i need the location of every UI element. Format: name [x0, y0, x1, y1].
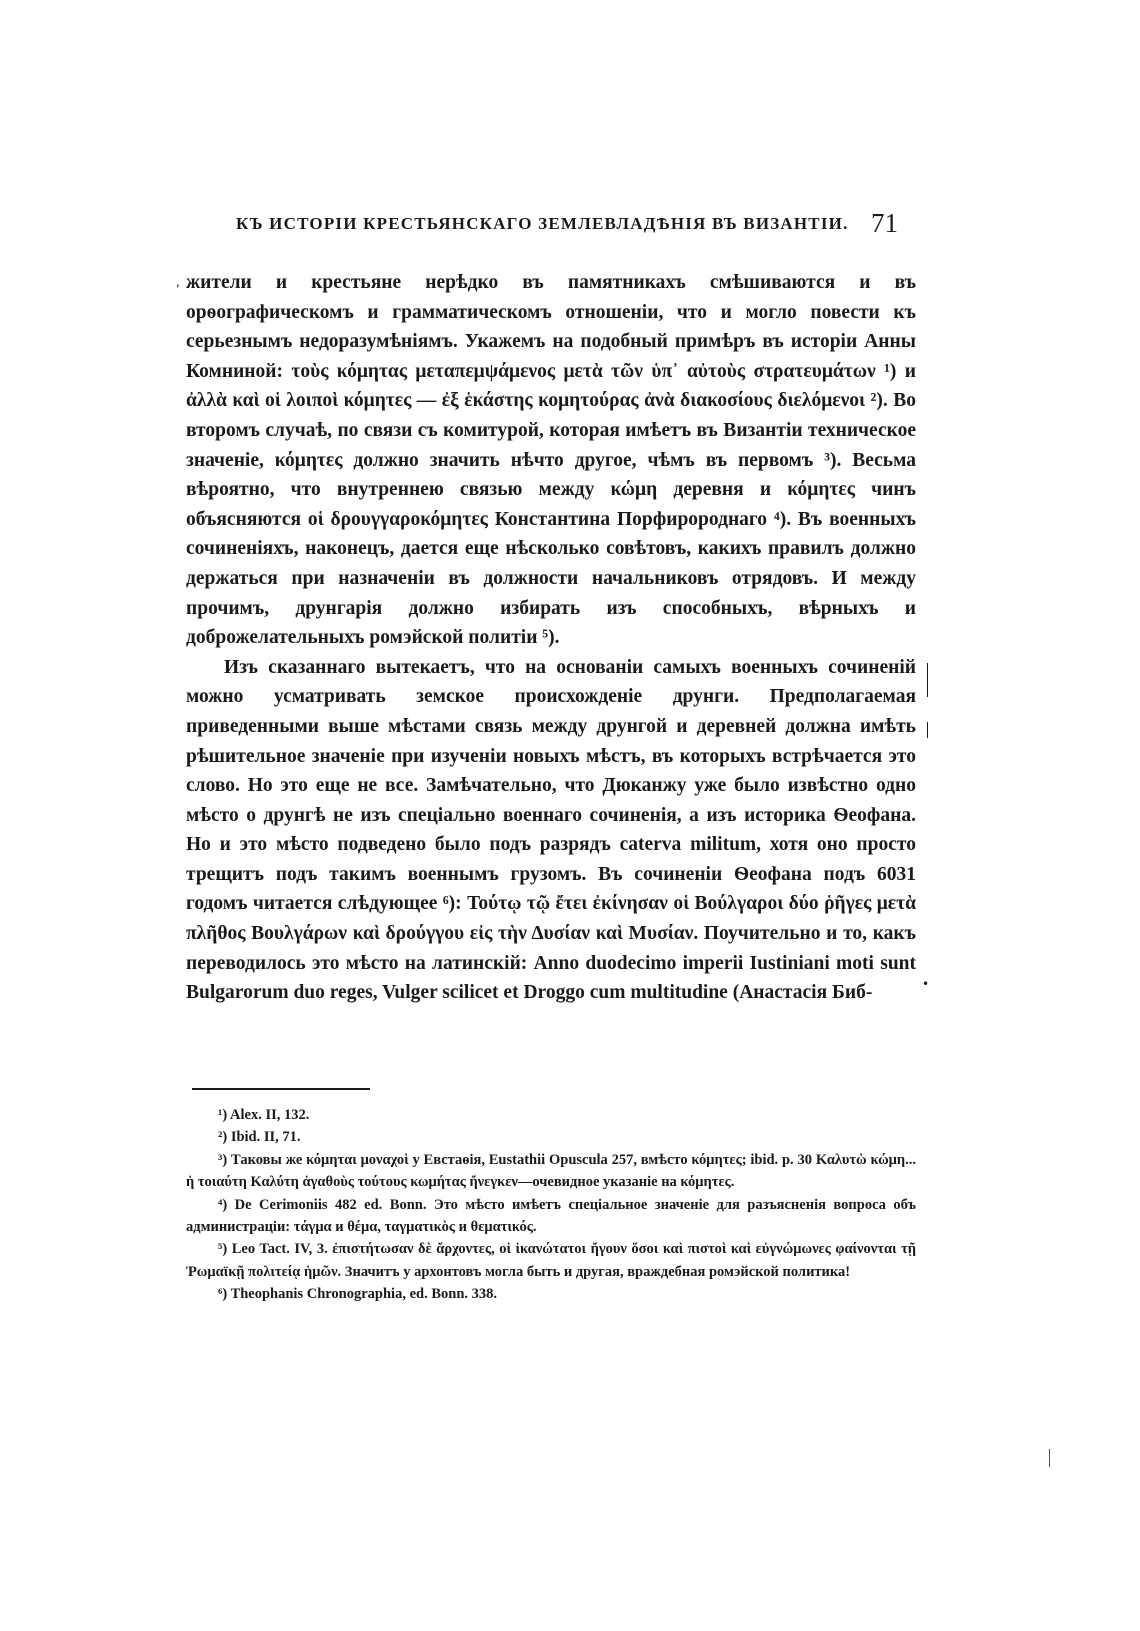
margin-dot-mark: • [922, 977, 930, 991]
footnote-mark: ³) [218, 1151, 228, 1168]
page-header [186, 208, 916, 242]
main-text [186, 268, 916, 1008]
paragraph-1: жители и крестьяне нерѣдко въ памятникахъ смѣшиваются и въ орѳографическомъ и грамматическомъ отношеніи, что и могло повести къ серьезнымъ недоразумѣніямъ. Укажемъ на подобный примѣръ въ исторіи Анны Комниной: τοὺς κόμητας μεταπεμψάμενος μετὰ τῶν ὑπ᾽ αὐτοὺς στρατευμάτων ¹) и ἀλλὰ καὶ οἱ λοιποὶ κόμητες — ἐξ ἑκάστης κομητούρας ἀνὰ διακοσίους διελόμενοι ²). Во второмъ случаѣ, по связи съ комитурой, которая имѣетъ въ Византіи техническое значеніе, κόμητες должно значить нѣчто другое, чѣмъ въ первомъ ³). Весьма вѣроятно, что внутреннею связью между κώμη деревня и κόμητες чинъ объясняются οἱ δρουγγαροκόμητες Константина Порфиророднаго ⁴). Въ военныхъ сочиненіяхъ, наконецъ, дается еще нѣсколько совѣтовъ, какихъ правилъ должно держаться при назначеніи въ должности начальниковъ отрядовъ. И между прочимъ, друнгарія должно избирать изъ способныхъ, вѣрныхъ и доброжелательныхъ ромэйской политіи ⁵). [186, 272, 916, 649]
footnote-4 [186, 1194, 916, 1239]
footnote-mark: ²) [218, 1129, 228, 1146]
footnote-mark: ¹) [218, 1107, 228, 1123]
margin-line-mark [1049, 1449, 1050, 1467]
footnote-text: Таковы же κόμηται μοναχοὶ у Евстаѳія, Eustathii Opuscula 257, вмѣсто κόμητες; ibid. p. 30 Καλυτὼ κώμη... ἡ τοιαύτη Καλύτη ἀγαθοὺς τούτους κωμήτας ἤνεγκεν—очевидное указаніе на κόμητες. [186, 1151, 917, 1191]
footnote-2 [186, 1126, 916, 1148]
margin-line-mark [927, 722, 928, 738]
running-title: КЪ ИСТОРІИ КРЕСТЬЯНСКАГО ЗЕМЛЕВЛАДѢНІЯ ВЪ ВИЗАНТІИ. [236, 214, 849, 233]
footnotes [186, 1104, 916, 1306]
footnote-6 [186, 1283, 916, 1305]
footnote-mark: ⁶) [218, 1286, 228, 1303]
footnote-3 [186, 1149, 916, 1194]
margin-dot-mark: , [176, 275, 180, 289]
footnote-text: Theophanis Chronographia, ed. Bonn. 338. [230, 1286, 498, 1303]
footnote-text: Alex. II, 132. [230, 1107, 310, 1123]
footnote-text: Ibid. II, 71. [230, 1129, 301, 1146]
paragraph-2: Изъ сказаннаго вытекаетъ, что на основаніи самыхъ военныхъ сочиненій можно усматривать земское происхожденіе друнги. Предполагаемая приведенными выше мѣстами связь между друнгой и деревней должна имѣть рѣшительное значеніе при изученіи новыхъ мѣстъ, въ которыхъ встрѣчается это слово. Но это еще не все. Замѣчательно, что Дюканжу уже было извѣстно одно мѣсто о друнгѣ не изъ спеціально военнаго сочиненія, а изъ историка Ѳеофана. Но и это мѣсто подведено было подъ разрядъ caterva militum, хотя оно просто трещитъ подъ такимъ военнымъ грузомъ. Въ сочиненіи Ѳеофана подъ 6031 годомъ читается слѣдующее ⁶): Τούτῳ τῷ ἔτει ἐκίνησαν οἱ Βούλγαροι δύο ῥῆγες μετὰ πλῆθος Βουλγάρων καὶ δρούγγου εἰς τὴν Δυσίαν καὶ Μυσίαν. Поучительно и то, какъ переводилось это мѣсто на латинскій: Anno duodecimo imperii Iustiniani moti sunt Bulgarorum duo reges, Vulger scilicet et Droggo cum multitudine (Анастасія Биб- [186, 656, 916, 1004]
footnote-5 [186, 1238, 916, 1283]
footnote-text: Leo Tact. IV, 3. ἐπιστήτωσαν δὲ ἄρχοντες, οἱ ἱκανώτατοι ἤγουν ὅσοι καὶ πιστοὶ καὶ εὐγνώμωνες φαίνονται τῇ Ῥωμαϊκῇ πολιτείᾳ ἡμῶν. Значитъ у архонтовъ могла быть и другая, враждебная ромэйской политика! [186, 1241, 916, 1280]
footnote-1 [186, 1104, 916, 1126]
margin-line-mark [927, 663, 928, 697]
footnote-divider [192, 1088, 370, 1090]
page-number: 71 [871, 208, 898, 238]
footnote-text: De Cerimoniis 482 ed. Bonn. Это мѣсто имѣетъ спеціальное значеніе для разъясненія вопроса объ администраціи: τάγμα и θέμα, ταγματικὸς и θεματικός. [186, 1196, 916, 1236]
footnote-mark: ⁴) [218, 1196, 228, 1213]
footnote-mark: ⁵) [218, 1241, 228, 1258]
